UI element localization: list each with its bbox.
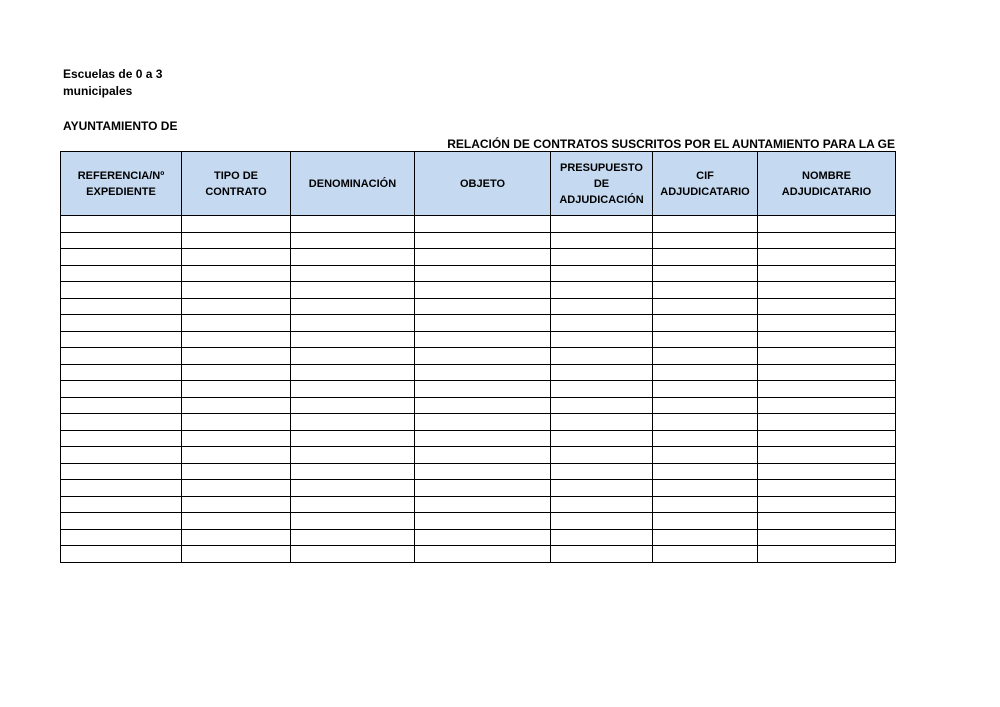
table-cell[interactable]: [758, 463, 896, 480]
table-cell[interactable]: [415, 265, 551, 282]
table-cell[interactable]: [551, 249, 653, 266]
table-cell[interactable]: [61, 414, 182, 431]
table-cell[interactable]: [61, 216, 182, 233]
table-cell[interactable]: [291, 265, 415, 282]
table-cell[interactable]: [758, 447, 896, 464]
table-cell[interactable]: [551, 463, 653, 480]
table-cell[interactable]: [291, 447, 415, 464]
table-cell[interactable]: [551, 414, 653, 431]
ayuntamiento-label: AYUNTAMIENTO DE: [63, 119, 178, 133]
table-cell[interactable]: [291, 397, 415, 414]
table-cell[interactable]: [758, 414, 896, 431]
table-row: [61, 348, 896, 365]
table-cell[interactable]: [415, 348, 551, 365]
table-cell[interactable]: [182, 381, 291, 398]
table-cell[interactable]: [291, 430, 415, 447]
table-cell[interactable]: [61, 282, 182, 299]
table-cell[interactable]: [415, 282, 551, 299]
table-cell[interactable]: [415, 430, 551, 447]
table-cell[interactable]: [758, 249, 896, 266]
table-row: [61, 463, 896, 480]
table-cell[interactable]: [758, 381, 896, 398]
table-cell[interactable]: [653, 480, 758, 497]
table-cell[interactable]: [551, 480, 653, 497]
table-cell[interactable]: [653, 513, 758, 530]
table-cell[interactable]: [653, 463, 758, 480]
table-cell[interactable]: [551, 315, 653, 332]
table-cell[interactable]: [551, 364, 653, 381]
table-cell[interactable]: [291, 249, 415, 266]
table-cell[interactable]: [61, 249, 182, 266]
table-row: [61, 216, 896, 233]
relacion-title: RELACIÓN DE CONTRATOS SUSCRITOS POR EL AUNTAMIENTO PARA LA GE: [447, 137, 895, 151]
table-row: [61, 496, 896, 513]
table-cell[interactable]: [61, 265, 182, 282]
table-row: [61, 430, 896, 447]
table-cell[interactable]: [653, 232, 758, 249]
table-cell[interactable]: [415, 463, 551, 480]
table-cell[interactable]: [291, 546, 415, 563]
table-cell[interactable]: [291, 513, 415, 530]
col-header-objeto: OBJETO: [415, 152, 551, 216]
table-cell[interactable]: [291, 496, 415, 513]
table-cell[interactable]: [758, 496, 896, 513]
col-header-cif: CIF ADJUDICATARIO: [653, 152, 758, 216]
table-cell[interactable]: [758, 529, 896, 546]
table-cell[interactable]: [415, 496, 551, 513]
table-cell[interactable]: [415, 414, 551, 431]
table-cell[interactable]: [551, 298, 653, 315]
table-cell[interactable]: [758, 364, 896, 381]
table-row: [61, 331, 896, 348]
table-cell[interactable]: [415, 364, 551, 381]
table-cell[interactable]: [291, 364, 415, 381]
table-cell[interactable]: [182, 546, 291, 563]
table-cell[interactable]: [182, 463, 291, 480]
table-cell[interactable]: [182, 249, 291, 266]
title-line-2: municipales: [63, 84, 133, 98]
table-cell[interactable]: [61, 546, 182, 563]
table-cell[interactable]: [653, 529, 758, 546]
table-cell[interactable]: [182, 430, 291, 447]
table-cell[interactable]: [61, 430, 182, 447]
table-row: [61, 315, 896, 332]
table-cell[interactable]: [182, 216, 291, 233]
table-cell[interactable]: [758, 331, 896, 348]
table-cell[interactable]: [182, 298, 291, 315]
table-row: [61, 546, 896, 563]
table-cell[interactable]: [182, 496, 291, 513]
table-row: [61, 414, 896, 431]
table-cell[interactable]: [61, 513, 182, 530]
table-cell[interactable]: [61, 381, 182, 398]
table-cell[interactable]: [415, 480, 551, 497]
table-cell[interactable]: [758, 546, 896, 563]
table-cell[interactable]: [182, 397, 291, 414]
table-cell[interactable]: [415, 546, 551, 563]
table-cell[interactable]: [653, 315, 758, 332]
table-row: [61, 397, 896, 414]
table-row: [61, 364, 896, 381]
table-cell[interactable]: [61, 447, 182, 464]
table-cell[interactable]: [653, 381, 758, 398]
table-cell[interactable]: [182, 447, 291, 464]
title-line-1: Escuelas de 0 a 3: [63, 67, 163, 81]
table-cell[interactable]: [653, 282, 758, 299]
table-cell[interactable]: [758, 348, 896, 365]
table-row: [61, 249, 896, 266]
table-cell[interactable]: [61, 232, 182, 249]
table-row: [61, 480, 896, 497]
table-cell[interactable]: [551, 265, 653, 282]
table-cell[interactable]: [415, 447, 551, 464]
table-cell[interactable]: [291, 529, 415, 546]
table-cell[interactable]: [182, 331, 291, 348]
table-cell[interactable]: [551, 546, 653, 563]
table-cell[interactable]: [653, 216, 758, 233]
table-cell[interactable]: [61, 463, 182, 480]
table-cell[interactable]: [758, 282, 896, 299]
table-cell[interactable]: [551, 513, 653, 530]
table-cell[interactable]: [61, 496, 182, 513]
table-row: [61, 265, 896, 282]
table-cell[interactable]: [61, 397, 182, 414]
table-cell[interactable]: [551, 397, 653, 414]
table-cell[interactable]: [182, 282, 291, 299]
table-cell[interactable]: [182, 480, 291, 497]
table-cell[interactable]: [291, 232, 415, 249]
table-cell[interactable]: [758, 315, 896, 332]
table-cell[interactable]: [182, 414, 291, 431]
table-row: [61, 282, 896, 299]
table-cell[interactable]: [551, 430, 653, 447]
table-cell[interactable]: [61, 315, 182, 332]
table-cell[interactable]: [758, 480, 896, 497]
table-cell[interactable]: [653, 397, 758, 414]
table-cell[interactable]: [415, 315, 551, 332]
table-cell[interactable]: [551, 282, 653, 299]
col-header-presupuesto: PRESUPUESTO DE ADJUDICACIÓN: [551, 152, 653, 216]
table-cell[interactable]: [291, 216, 415, 233]
table-cell[interactable]: [182, 513, 291, 530]
table-cell[interactable]: [182, 265, 291, 282]
table-cell[interactable]: [758, 397, 896, 414]
table-cell[interactable]: [291, 414, 415, 431]
contracts-table: [60, 151, 896, 563]
table-cell[interactable]: [182, 315, 291, 332]
table-cell[interactable]: [758, 513, 896, 530]
col-header-referencia: REFERENCIA/Nº EXPEDIENTE: [61, 152, 182, 216]
table-cell[interactable]: [551, 496, 653, 513]
col-header-denominacion: DENOMINACIÓN: [291, 152, 415, 216]
table-cell[interactable]: [551, 232, 653, 249]
table-cell[interactable]: [61, 529, 182, 546]
table-cell[interactable]: [551, 331, 653, 348]
table-cell[interactable]: [653, 348, 758, 365]
table-cell[interactable]: [758, 232, 896, 249]
table-cell[interactable]: [415, 397, 551, 414]
table-row: [61, 447, 896, 464]
table-cell[interactable]: [291, 331, 415, 348]
table-cell[interactable]: [291, 315, 415, 332]
table-cell[interactable]: [182, 232, 291, 249]
table-cell[interactable]: [182, 529, 291, 546]
table-cell[interactable]: [653, 496, 758, 513]
table-cell[interactable]: [291, 381, 415, 398]
table-cell[interactable]: [653, 331, 758, 348]
table-cell[interactable]: [61, 364, 182, 381]
table-cell[interactable]: [653, 430, 758, 447]
table-cell[interactable]: [291, 298, 415, 315]
table-cell[interactable]: [551, 216, 653, 233]
table-row: [61, 381, 896, 398]
table-cell[interactable]: [551, 447, 653, 464]
table-cell[interactable]: [61, 348, 182, 365]
table-cell[interactable]: [653, 249, 758, 266]
col-header-nombre: NOMBRE ADJUDICATARIO: [758, 152, 896, 216]
table-cell[interactable]: [415, 249, 551, 266]
table-cell[interactable]: [182, 348, 291, 365]
table-cell[interactable]: [415, 513, 551, 530]
table-row: [61, 232, 896, 249]
table-row: [61, 529, 896, 546]
table-cell[interactable]: [291, 480, 415, 497]
table-header-row: [61, 152, 896, 216]
table-cell[interactable]: [415, 331, 551, 348]
table-cell[interactable]: [415, 232, 551, 249]
table-cell[interactable]: [415, 529, 551, 546]
table-cell[interactable]: [653, 364, 758, 381]
table-cell[interactable]: [61, 480, 182, 497]
table-cell[interactable]: [291, 463, 415, 480]
table-cell[interactable]: [653, 265, 758, 282]
table-cell[interactable]: [551, 348, 653, 365]
table-cell[interactable]: [758, 298, 896, 315]
table-cell[interactable]: [758, 265, 896, 282]
table-cell[interactable]: [182, 364, 291, 381]
table-cell[interactable]: [653, 414, 758, 431]
table-cell[interactable]: [415, 216, 551, 233]
table-body: [61, 216, 896, 563]
table-cell[interactable]: [758, 216, 896, 233]
table-cell[interactable]: [291, 348, 415, 365]
table-cell[interactable]: [551, 381, 653, 398]
table-cell[interactable]: [653, 447, 758, 464]
table-cell[interactable]: [291, 282, 415, 299]
table-cell[interactable]: [415, 381, 551, 398]
col-header-tipo-contrato: TIPO DE CONTRATO: [182, 152, 291, 216]
table-cell[interactable]: [758, 430, 896, 447]
table-cell[interactable]: [653, 298, 758, 315]
table-row: [61, 298, 896, 315]
table-cell[interactable]: [61, 298, 182, 315]
table-cell[interactable]: [61, 331, 182, 348]
table-cell[interactable]: [551, 529, 653, 546]
table-cell[interactable]: [415, 298, 551, 315]
table-row: [61, 513, 896, 530]
table-cell[interactable]: [653, 546, 758, 563]
